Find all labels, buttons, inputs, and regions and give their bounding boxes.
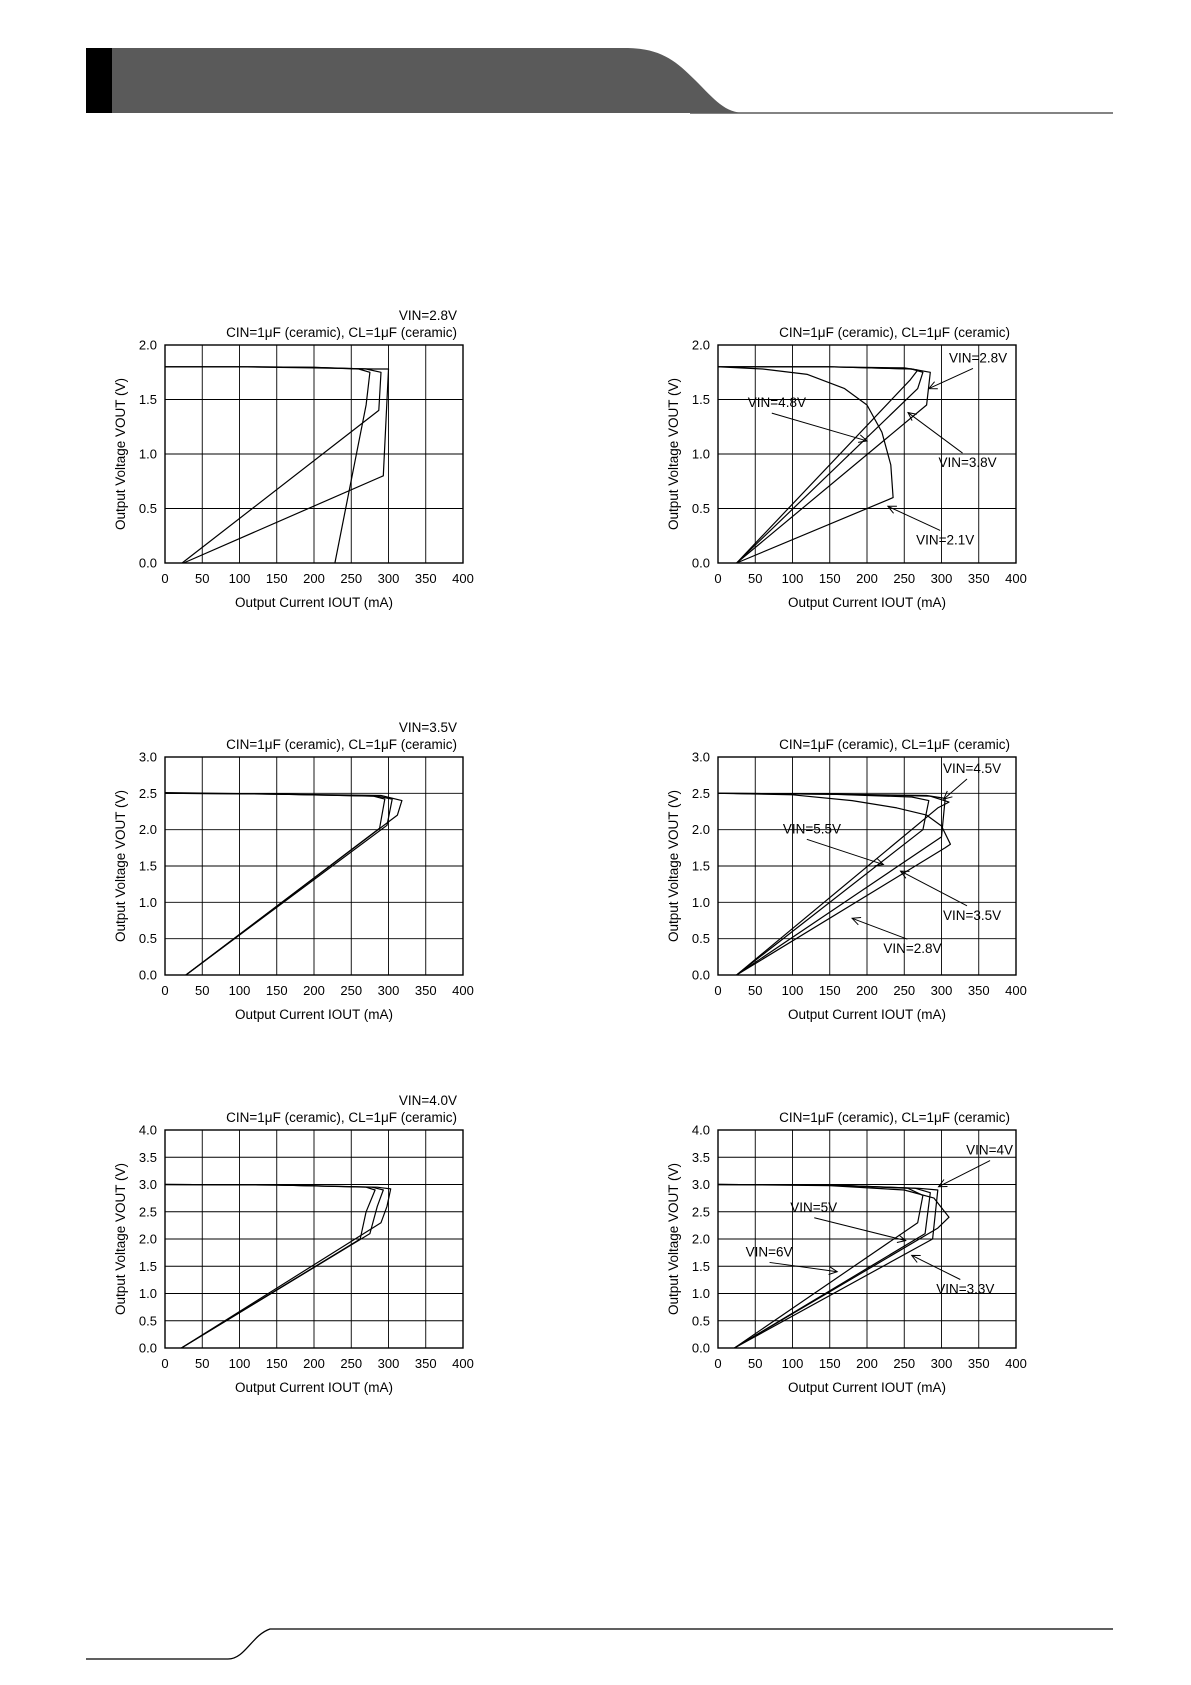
x-tick-label: 200 [856,1356,878,1371]
y-tick-label: 3.0 [691,749,710,765]
x-tick-label: 350 [967,983,990,998]
y-tick-label: 0.5 [138,501,157,516]
x-tick-label: 50 [195,571,210,586]
y-tick-label: 0.0 [691,555,710,571]
annotation-label: VIN=2.8V [883,941,942,957]
footer-rule [86,1629,1113,1659]
x-tick-label: 50 [195,1356,210,1371]
y-tick-label: 1.5 [138,858,157,874]
chart-subtitle: VIN=3.5V [398,720,457,735]
x-tick-label: 250 [340,571,363,586]
x-tick-label: 300 [930,1356,953,1371]
y-tick-label: 2.0 [138,822,157,838]
chart-vin-3v5 [110,712,530,1052]
x-tick-label: 200 [856,983,878,998]
y-axis-label: Output Voltage VOUT (V) [113,789,128,943]
x-tick-label: 300 [377,571,400,586]
y-axis-label: Output Voltage VOUT (V) [113,1162,128,1316]
x-tick-label: 100 [228,1356,251,1371]
y-tick-label: 1.5 [138,1258,157,1274]
x-tick-label: 350 [414,571,437,586]
x-tick-label: 100 [781,983,804,998]
x-tick-label: 0 [714,1356,722,1371]
x-tick-label: 200 [303,571,325,586]
x-tick-label: 150 [818,1356,841,1371]
y-tick-label: 2.5 [691,785,710,801]
x-tick-label: 100 [228,571,251,586]
annotation-label: VIN=3.3V [936,1281,995,1297]
y-tick-label: 0.0 [691,1340,710,1356]
x-axis-label: Output Current IOUT (mA) [787,595,947,610]
y-axis-label: Output Voltage VOUT (V) [666,789,681,943]
x-tick-label: 50 [748,983,763,998]
x-tick-label: 200 [856,571,878,586]
x-tick-label: 400 [452,1356,474,1371]
y-tick-label: 1.5 [691,1258,710,1274]
x-tick-label: 250 [893,1356,916,1371]
annotation-label: VIN=2.1V [916,532,975,548]
x-tick-label: 350 [967,1356,990,1371]
x-tick-label: 400 [1005,983,1027,998]
annotation-label: VIN=2.8V [948,350,1008,366]
x-tick-label: 0 [161,1356,169,1371]
x-axis-label: Output Current IOUT (mA) [234,595,394,610]
y-tick-label: 1.0 [691,1286,710,1301]
x-tick-label: 350 [414,983,437,998]
annotation-label: VIN=4.5V [942,760,1002,776]
x-tick-label: 50 [748,571,763,586]
x-tick-label: 200 [303,983,325,998]
y-tick-label: 2.0 [691,1231,710,1247]
y-tick-label: 0.5 [691,931,710,947]
annotation-label: VIN=3.8V [938,455,997,471]
x-tick-label: 300 [377,1356,400,1371]
y-tick-label: 3.5 [691,1149,710,1165]
y-tick-label: 2.0 [691,822,710,838]
annotation-label: VIN=4.8V [747,395,806,411]
x-tick-label: 150 [265,571,288,586]
annotation-label: VIN=4V [966,1142,1013,1158]
x-tick-label: 400 [452,983,474,998]
y-tick-label: 2.0 [138,1231,157,1247]
x-axis-label: Output Current IOUT (mA) [787,1380,947,1395]
annotation-label: VIN=6V [745,1244,793,1260]
chart-subtitle: VIN=2.8V [398,308,457,323]
x-tick-label: 300 [930,983,953,998]
header-tab-shape [86,48,745,113]
x-tick-label: 100 [228,983,251,998]
y-tick-label: 1.0 [691,446,710,462]
y-tick-label: 0.0 [138,555,157,571]
y-tick-label: 1.0 [138,1286,157,1301]
y-tick-label: 0.0 [138,967,157,983]
chart-title: CIN=1μF (ceramic), CL=1μF (ceramic) [779,1110,1010,1125]
y-axis-label: Output Voltage VOUT (V) [113,377,128,531]
y-tick-label: 2.5 [138,785,157,801]
y-tick-label: 1.0 [691,894,710,910]
header-banner [0,0,1191,125]
x-tick-label: 150 [818,983,841,998]
y-axis-label: Output Voltage VOUT (V) [666,1162,681,1316]
y-tick-label: 1.5 [138,392,157,407]
y-tick-label: 0.5 [138,1313,157,1329]
x-tick-label: 50 [748,1356,763,1371]
x-tick-label: 250 [340,1356,363,1371]
chart-subtitle: VIN=4.0V [398,1093,457,1108]
footer-decoration [0,1615,1191,1685]
y-tick-label: 0.5 [138,931,157,947]
chart-title: CIN=1μF (ceramic), CL=1μF (ceramic) [779,325,1010,340]
chart-title: CIN=1μF (ceramic), CL=1μF (ceramic) [779,737,1010,752]
chart-vin-multi-1v8 [663,300,1083,640]
y-tick-label: 0.5 [691,501,710,516]
y-tick-label: 4.0 [691,1122,710,1138]
y-tick-label: 0.5 [691,1313,710,1329]
annotation-label: VIN=5.5V [782,821,841,837]
x-tick-label: 0 [161,983,169,998]
x-tick-label: 400 [1005,1356,1027,1371]
chart-vin-multi-2v5 [663,712,1083,1052]
x-tick-label: 350 [414,1356,437,1371]
y-tick-label: 1.5 [691,392,710,407]
annotation-label: VIN=5V [790,1199,838,1215]
x-axis-label: Output Current IOUT (mA) [234,1007,394,1022]
y-tick-label: 2.5 [691,1204,710,1220]
x-tick-label: 100 [781,571,804,586]
x-tick-label: 150 [265,1356,288,1371]
x-tick-label: 250 [893,983,916,998]
y-tick-label: 1.5 [691,858,710,874]
y-tick-label: 1.0 [138,446,157,462]
y-tick-label: 3.0 [138,1177,157,1192]
x-tick-label: 200 [303,1356,325,1371]
x-tick-label: 400 [1005,571,1027,586]
x-tick-label: 150 [818,571,841,586]
chart-vin-multi-3v0 [663,1085,1083,1425]
chart-vin-4v0 [110,1085,530,1425]
x-tick-label: 350 [967,571,990,586]
x-tick-label: 250 [340,983,363,998]
chart-title: CIN=1μF (ceramic), CL=1μF (ceramic) [226,325,457,340]
x-tick-label: 300 [930,571,953,586]
y-tick-label: 2.5 [138,1204,157,1220]
y-axis-label: Output Voltage VOUT (V) [666,377,681,531]
y-tick-label: 3.0 [691,1177,710,1192]
annotation-label: VIN=3.5V [942,907,1002,923]
x-tick-label: 400 [452,571,474,586]
y-tick-label: 2.0 [138,337,157,353]
x-tick-label: 100 [781,1356,804,1371]
y-tick-label: 0.0 [691,967,710,983]
x-tick-label: 300 [377,983,400,998]
x-tick-label: 0 [714,571,722,586]
y-tick-label: 3.0 [138,749,157,765]
chart-title: CIN=1μF (ceramic), CL=1μF (ceramic) [226,1110,457,1125]
x-axis-label: Output Current IOUT (mA) [787,1007,947,1022]
y-tick-label: 1.0 [138,894,157,910]
x-tick-label: 0 [714,983,722,998]
y-tick-label: 3.5 [138,1149,157,1165]
y-tick-label: 4.0 [138,1122,157,1138]
y-tick-label: 0.0 [138,1340,157,1356]
chart-vin-2v8 [110,300,530,640]
x-tick-label: 0 [161,571,169,586]
x-tick-label: 250 [893,571,916,586]
x-tick-label: 150 [265,983,288,998]
chart-title: CIN=1μF (ceramic), CL=1μF (ceramic) [226,737,457,752]
x-tick-label: 50 [195,983,210,998]
header-marker [86,48,112,113]
y-tick-label: 2.0 [691,337,710,353]
x-axis-label: Output Current IOUT (mA) [234,1380,394,1395]
